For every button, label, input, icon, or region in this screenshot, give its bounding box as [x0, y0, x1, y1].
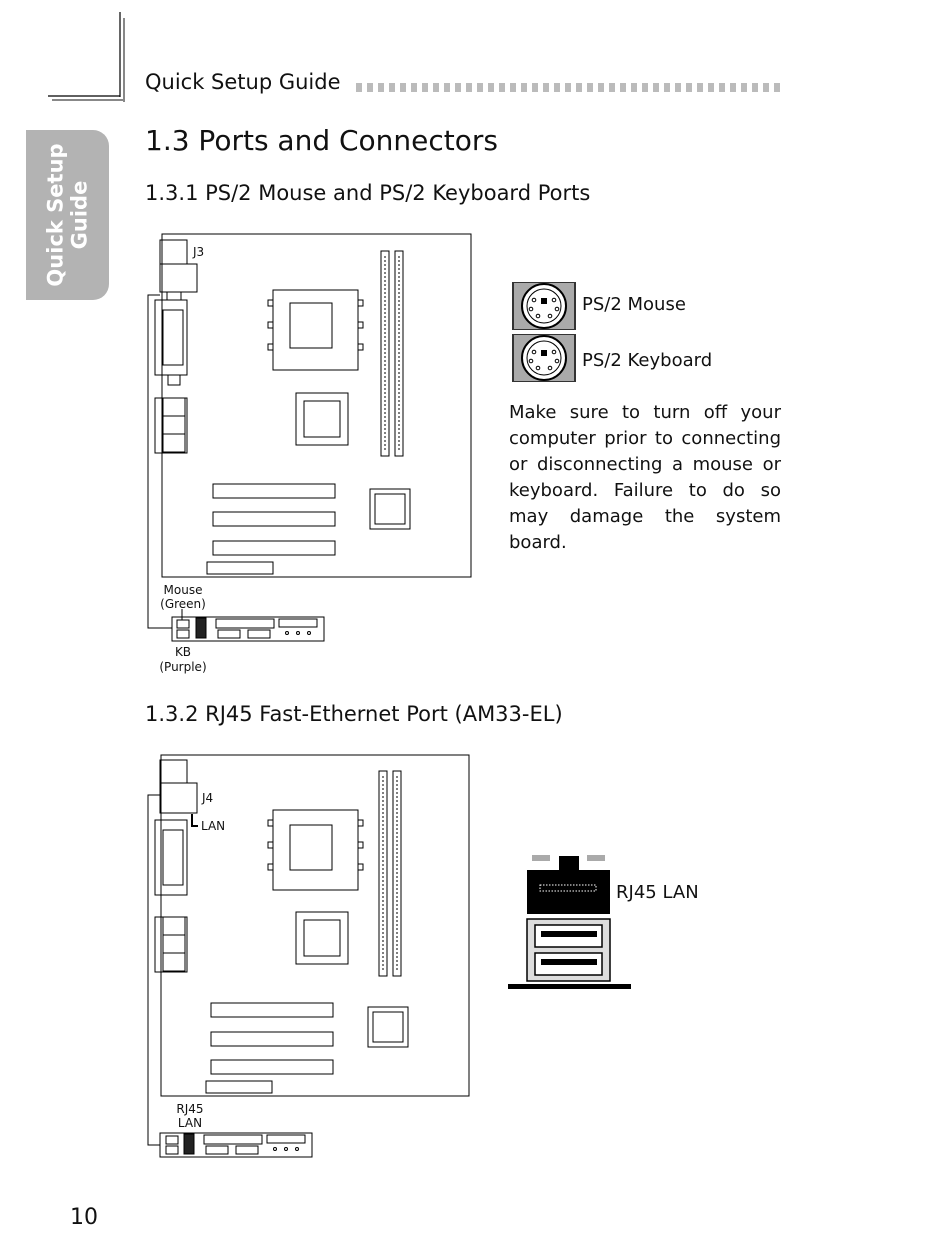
section-title: 1.3 Ports and Connectors — [145, 124, 499, 157]
mouse-label: Mouse — [163, 583, 203, 597]
lan-label: LAN — [201, 819, 226, 833]
safety-note: Make sure to turn off your computer prior to connecting or disconnecting a mouse or keyboard. Failure to do so may damage the system board. — [509, 402, 781, 553]
ps2-keyboard-label: PS/2 Keyboard — [582, 350, 713, 371]
rj45-lan-port-label: RJ45 LAN — [616, 882, 699, 903]
rj45-label: RJ45 — [176, 1102, 204, 1116]
rj45-lan-label: LAN — [177, 1116, 203, 1130]
jumper-label-j3: J3 — [193, 245, 205, 259]
ps2-mouse-label: PS/2 Mouse — [582, 294, 686, 315]
subsection-title-ps2: 1.3.1 PS/2 Mouse and PS/2 Keyboard Ports — [145, 181, 591, 205]
subsection-title-rj45: 1.3.2 RJ45 Fast-Ethernet Port (AM33-EL) — [145, 702, 563, 726]
side-tab-label: Quick Setup Guide — [43, 143, 92, 287]
mouse-color-label: (Green) — [160, 597, 206, 611]
jumper-label-j4: J4 — [202, 791, 214, 805]
page-number: 10 — [70, 1205, 98, 1230]
kb-color-label: (Purple) — [159, 660, 207, 674]
kb-label: KB — [174, 645, 192, 659]
header-title: Quick Setup Guide — [145, 70, 341, 94]
